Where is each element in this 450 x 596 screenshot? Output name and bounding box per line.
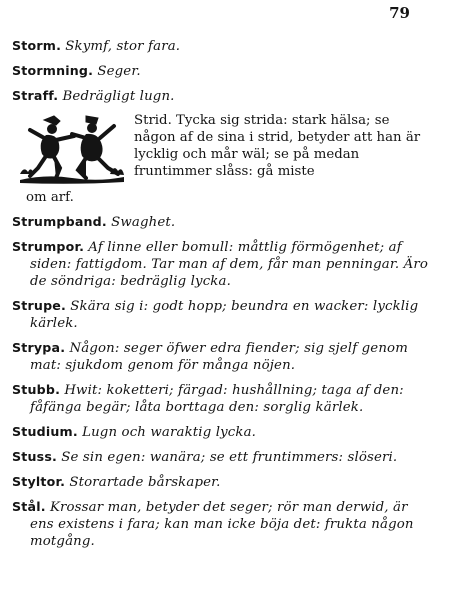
headword: Strypa. — [12, 340, 66, 355]
headword: Strumpband. — [12, 214, 107, 229]
headword: Stål. — [12, 499, 46, 514]
headword: Stubb. — [12, 382, 61, 397]
headword: Strid. — [134, 113, 172, 128]
strid-definition-block — [134, 112, 432, 180]
two-fighting-figures-icon — [16, 114, 128, 186]
dictionary-column — [12, 37, 432, 557]
definition: Bedrägligt lugn. — [62, 89, 175, 104]
entry-strypa — [12, 339, 432, 374]
entry-styltor — [12, 473, 432, 491]
entry-storm — [12, 37, 432, 55]
definition: Skära sig i: godt hopp; beundra en wacker: lycklig kärlek. — [30, 299, 419, 331]
entry-strumpband — [12, 213, 432, 231]
headword: Studium. — [12, 424, 78, 439]
definition: Storartade bårskaper. — [69, 475, 221, 490]
entry-strid — [12, 112, 432, 207]
headword: Straff. — [12, 88, 59, 103]
definition: Krossar man, betyder det seger; rör man derwid, är ens existens i fara; kan man icke böja det: frukta någon motgång. — [30, 500, 414, 549]
headword: Storm. — [12, 38, 62, 53]
definition: Seger. — [97, 64, 141, 79]
headword: Styltor. — [12, 474, 66, 489]
headword: Strumpor. — [12, 239, 85, 254]
definition: Skymf, stor fara. — [65, 39, 181, 54]
headword: Stuss. — [12, 449, 58, 464]
definition: Någon: seger öfwer edra fiender; sig sjelf genom mat: sjukdom genom för många nöjen. — [30, 341, 408, 373]
definition: Lugn och waraktig lycka. — [82, 425, 257, 440]
entry-stal — [12, 498, 432, 550]
entry-strumpor — [12, 238, 432, 290]
definition: Hwit: koketteri; färgad: hushållning; taga af den: fåfänga begär; låta borttaga den: sorglig kärlek. — [30, 383, 404, 415]
entry-stubb — [12, 381, 432, 416]
entry-studium — [12, 423, 432, 441]
entry-stuss — [12, 448, 432, 466]
entry-strupe — [12, 297, 432, 332]
entry-straff — [12, 87, 432, 105]
headword: Stormning. — [12, 63, 94, 78]
definition: Swaghet. — [111, 215, 176, 230]
headword: Strupe. — [12, 298, 67, 313]
entry-stormning — [12, 62, 432, 80]
definition: Tycka sig strida: stark hälsa; se någon af de sina i strid, betyder att han är lycklig och mår wäl; se på medan fruntimmer slåss: gå miste — [134, 113, 421, 179]
page-number: 79 — [389, 4, 410, 22]
definition-continuation: om arf. — [26, 190, 74, 205]
definition: Se sin egen: wanära; se ett fruntimmers: slöseri. — [61, 450, 398, 465]
definition: Af linne eller bomull: måttlig förmögenhet; af siden: fattigdom. Tar man af dem, får man penningar. Äro de söndriga: bedräglig lycka. — [30, 240, 429, 289]
